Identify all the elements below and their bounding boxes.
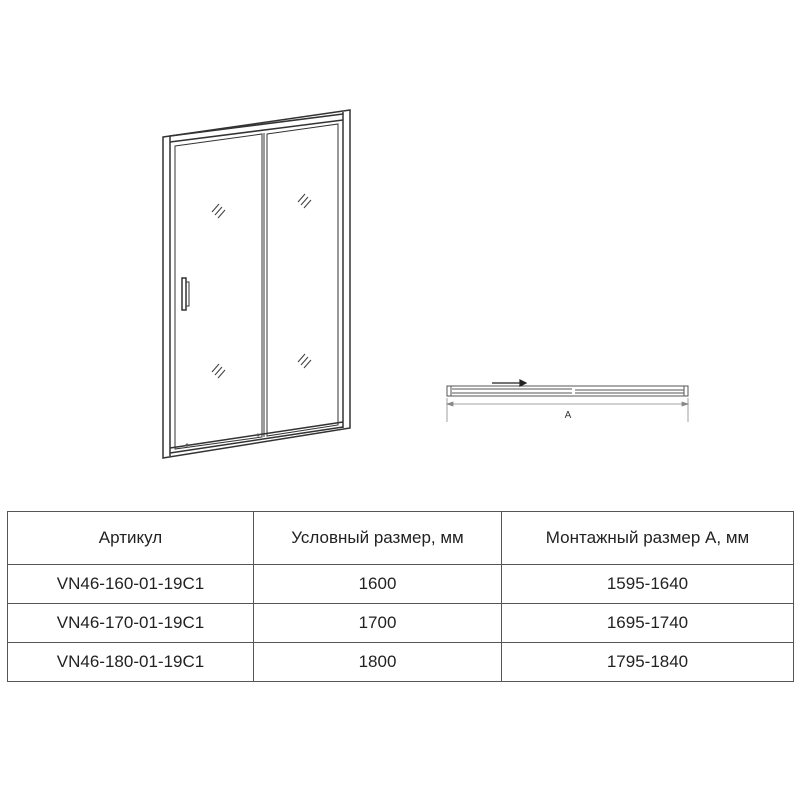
cell-nominal-size: 1700 xyxy=(254,604,502,643)
table-row xyxy=(8,565,794,604)
table-header-row xyxy=(8,512,794,565)
table-row xyxy=(8,604,794,643)
table-row xyxy=(8,643,794,682)
cell-mounting-size: 1595-1640 xyxy=(502,565,794,604)
header-mounting-size: Монтажный размер А, мм xyxy=(502,512,794,565)
cell-article: VN46-160-01-19C1 xyxy=(8,565,254,604)
cell-article: VN46-170-01-19C1 xyxy=(8,604,254,643)
cell-article: VN46-180-01-19C1 xyxy=(8,643,254,682)
plan-rail-outer xyxy=(447,386,688,396)
header-article: Артикул xyxy=(8,512,254,565)
specification-table xyxy=(7,511,794,682)
slide-direction-arrow xyxy=(492,380,526,386)
cell-mounting-size: 1695-1740 xyxy=(502,604,794,643)
cell-nominal-size: 1600 xyxy=(254,565,502,604)
cell-nominal-size: 1800 xyxy=(254,643,502,682)
header-nominal-size: Условный размер, мм xyxy=(254,512,502,565)
dimension-label-a: A xyxy=(564,410,572,421)
cell-mounting-size: 1795-1840 xyxy=(502,643,794,682)
